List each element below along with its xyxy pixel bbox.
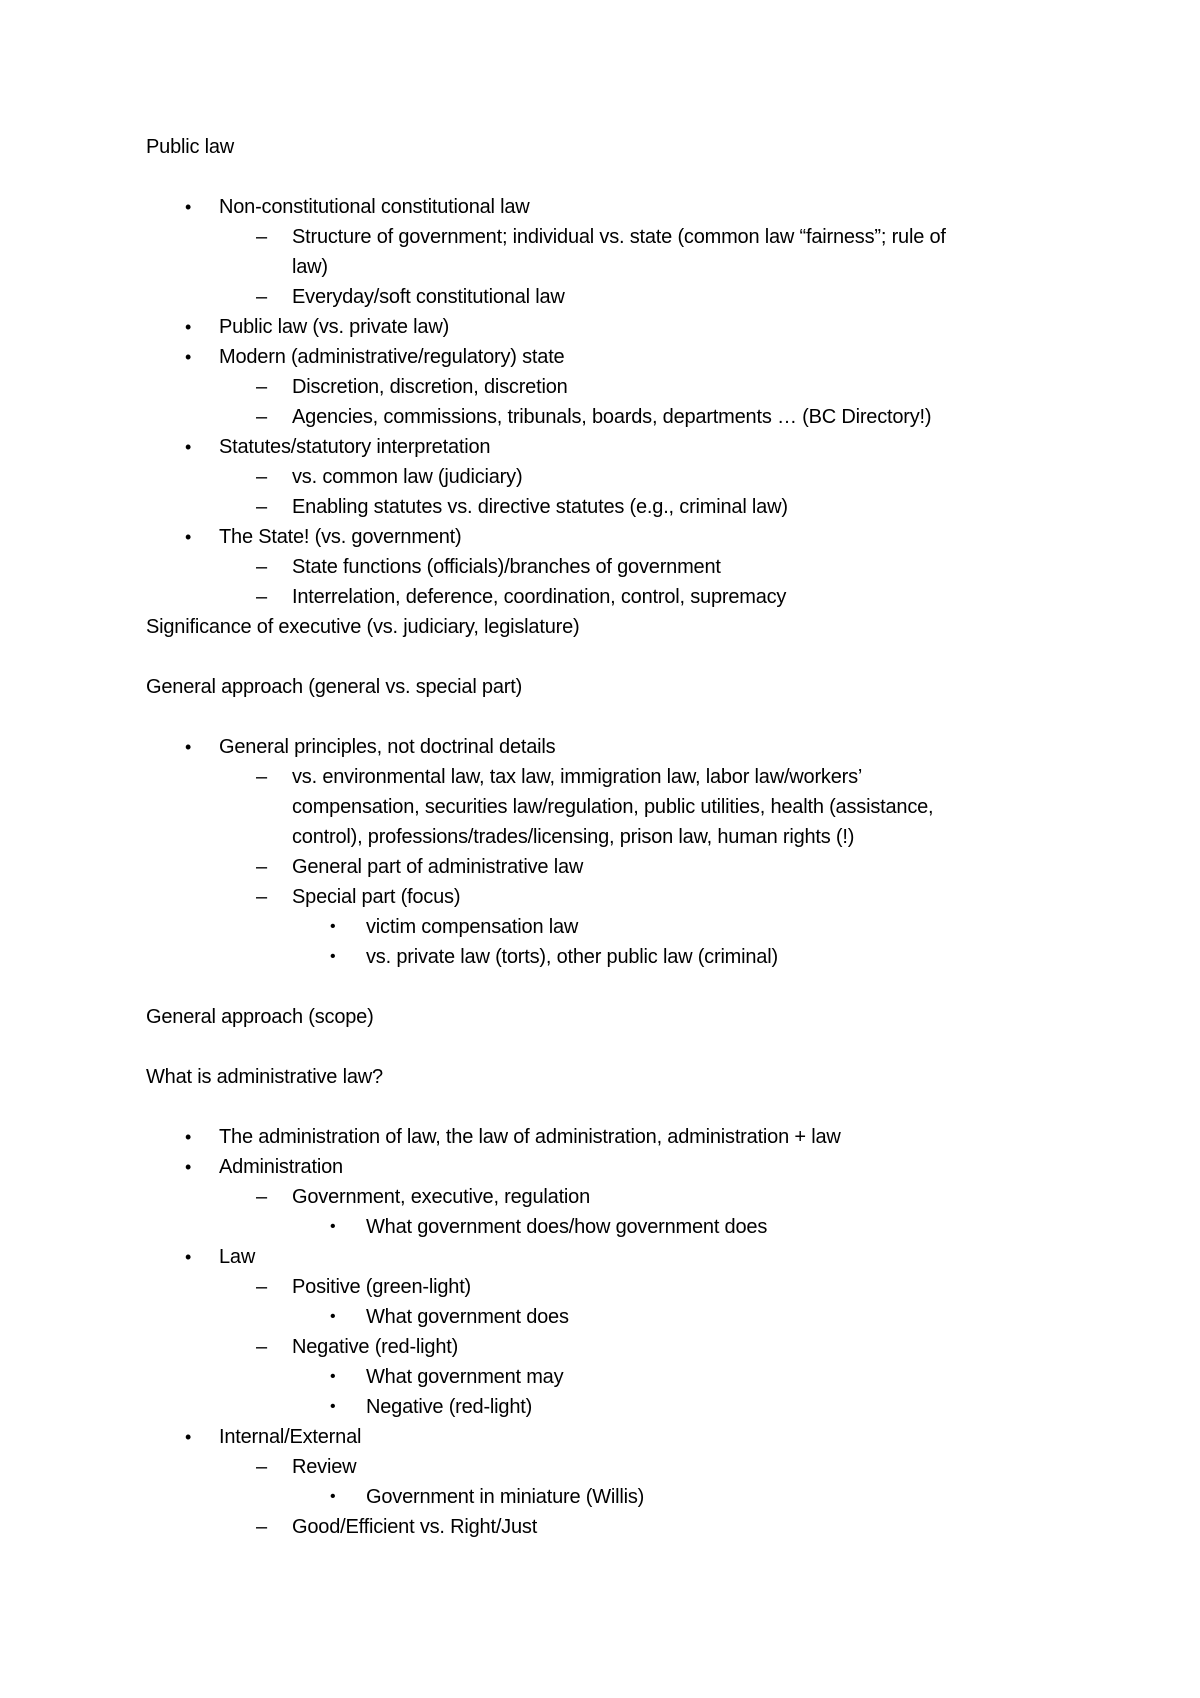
dash-marker: – (256, 586, 267, 608)
list-item-text: State functions (officials)/branches of government (292, 556, 721, 578)
bullet-marker: • (185, 737, 192, 757)
dash-marker: – (256, 556, 267, 578)
heading-line: Public law (146, 136, 235, 158)
dash-marker: – (256, 1186, 267, 1208)
list-item-text: Structure of government; individual vs. state (common law “fairness”; rule of (292, 226, 946, 248)
list-item-text: Discretion, discretion, discretion (292, 376, 568, 398)
bullet-marker: • (330, 1398, 336, 1415)
list-item-text: victim compensation law (366, 916, 579, 938)
list-item-text: Law (219, 1246, 256, 1268)
dash-marker: – (256, 856, 267, 878)
heading-line: General approach (general vs. special part) (146, 676, 523, 698)
bullet-marker: • (185, 527, 192, 547)
list-item-text: General part of administrative law (292, 856, 584, 878)
dash-marker: – (256, 1516, 267, 1538)
dash-marker: – (256, 766, 267, 788)
list-item-text: Interrelation, deference, coordination, control, supremacy (292, 586, 787, 608)
list-item-text: Government, executive, regulation (292, 1186, 591, 1208)
bullet-marker: • (185, 437, 192, 457)
bullet-marker: • (330, 1218, 336, 1235)
bullet-marker: • (330, 948, 336, 965)
bullet-marker: • (185, 1247, 192, 1267)
list-item-text: Everyday/soft constitutional law (292, 286, 565, 308)
list-item-text: law) (292, 256, 328, 278)
list-item-text: Good/Efficient vs. Right/Just (292, 1516, 538, 1538)
heading-line: Significance of executive (vs. judiciary, legislature) (146, 616, 580, 638)
dash-marker: – (256, 466, 267, 488)
dash-marker: – (256, 496, 267, 518)
list-item-text: Modern (administrative/regulatory) state (219, 346, 565, 368)
bullet-marker: • (185, 347, 192, 367)
list-item-text: Enabling statutes vs. directive statutes (e.g., criminal law) (292, 496, 788, 518)
bullet-marker: • (330, 1308, 336, 1325)
list-item-text: compensation, securities law/regulation, public utilities, health (assistance, (292, 796, 934, 818)
dash-marker: – (256, 226, 267, 248)
list-item-text: General principles, not doctrinal details (219, 736, 556, 758)
list-item-text: Statutes/statutory interpretation (219, 436, 491, 458)
list-item-text: What government does (366, 1306, 569, 1328)
bullet-marker: • (185, 197, 192, 217)
list-item-text: Public law (vs. private law) (219, 316, 450, 338)
list-item-text: vs. environmental law, tax law, immigration law, labor law/workers’ (292, 766, 863, 788)
list-item-text: Administration (219, 1156, 343, 1178)
bullet-marker: • (330, 918, 336, 935)
dash-marker: – (256, 886, 267, 908)
dash-marker: – (256, 1456, 267, 1478)
dash-marker: – (256, 286, 267, 308)
list-item-text: Agencies, commissions, tribunals, boards, departments … (BC Directory!) (292, 406, 932, 428)
list-item-text: What government does/how government does (366, 1216, 768, 1238)
list-item-text: The administration of law, the law of administration, administration + law (219, 1126, 841, 1148)
bullet-marker: • (185, 1157, 192, 1177)
dash-marker: – (256, 406, 267, 428)
heading-line: General approach (scope) (146, 1006, 374, 1028)
dash-marker: – (256, 1276, 267, 1298)
list-item-text: Internal/External (219, 1426, 362, 1448)
list-item-text: The State! (vs. government) (219, 526, 462, 548)
list-item-text: vs. common law (judiciary) (292, 466, 523, 488)
bullet-marker: • (330, 1488, 336, 1505)
bullet-marker: • (185, 317, 192, 337)
list-item-text: What government may (366, 1366, 564, 1388)
dash-marker: – (256, 1336, 267, 1358)
list-item-text: Non-constitutional constitutional law (219, 196, 530, 218)
list-item-text: Positive (green-light) (292, 1276, 472, 1298)
list-item-text: Review (292, 1456, 357, 1478)
bullet-marker: • (330, 1368, 336, 1385)
bullet-marker: • (185, 1127, 192, 1147)
list-item-text: Negative (red-light) (292, 1336, 459, 1358)
list-item-text: control), professions/trades/licensing, prison law, human rights (!) (292, 826, 855, 848)
bullet-marker: • (185, 1427, 192, 1447)
heading-line: What is administrative law? (146, 1066, 383, 1088)
list-item-text: vs. private law (torts), other public law (criminal) (366, 946, 778, 968)
list-item-text: Government in miniature (Willis) (366, 1486, 645, 1508)
list-item-text: Negative (red-light) (366, 1396, 533, 1418)
list-item-text: Special part (focus) (292, 886, 461, 908)
dash-marker: – (256, 376, 267, 398)
